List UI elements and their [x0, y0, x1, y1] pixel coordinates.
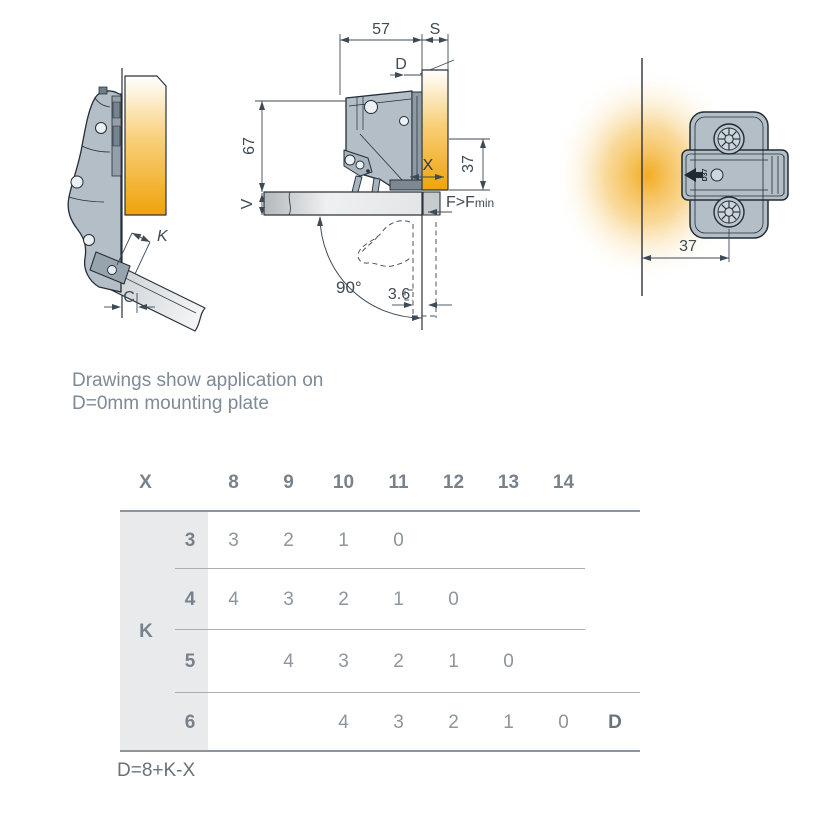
f-main: F>F — [446, 194, 475, 211]
table-cell — [481, 569, 536, 630]
table-cell: 0 — [503, 650, 514, 672]
formula: D=8+K-X — [117, 760, 196, 781]
plate-marking: D37 — [702, 168, 709, 182]
dimension-37-door — [480, 139, 486, 190]
table-cell: 0 — [558, 711, 569, 733]
col-header: 13 — [497, 472, 520, 493]
dimension-67 — [259, 101, 265, 192]
table-cell — [481, 512, 536, 569]
mounting-plate-drawing — [553, 58, 788, 296]
caption-line2: D=0mm mounting plate — [72, 393, 269, 414]
table-cell: 1 — [448, 650, 459, 672]
dim-label-57: 57 — [372, 21, 390, 38]
dim-label-x: X — [422, 157, 434, 174]
table-cell: 3 — [283, 588, 294, 610]
dim-label-v: V — [239, 198, 256, 210]
left-hinge-drawing — [68, 68, 205, 331]
caption-line1: Drawings show application on — [72, 370, 324, 391]
table-cell — [536, 569, 591, 630]
dim-label-36: 3.6 — [387, 286, 411, 303]
col-header: 10 — [332, 472, 355, 493]
table-cell: 2 — [393, 650, 404, 672]
euro-screw-bottom — [714, 197, 744, 227]
dim-label-67: 67 — [241, 137, 258, 155]
table-cell: 2 — [283, 529, 294, 551]
mounting-plate — [682, 112, 788, 238]
dim-label-d: D — [395, 56, 407, 73]
col-header: 11 — [388, 472, 409, 493]
col-header: 12 — [442, 472, 465, 493]
table-corner-label-x: X — [139, 472, 152, 493]
table-cell — [426, 512, 481, 569]
table-cell: 4 — [228, 588, 239, 610]
table-cell: 4 — [283, 650, 294, 672]
table-cell: 2 — [448, 711, 459, 733]
table-cell — [206, 693, 261, 752]
table-cell: 1 — [338, 529, 349, 551]
table-cell — [206, 630, 261, 693]
caption — [72, 369, 323, 415]
table-column-headers — [206, 462, 591, 504]
row-header: 5 — [184, 650, 196, 672]
table-values — [206, 512, 591, 752]
center-hole — [711, 169, 723, 181]
row-header: 6 — [184, 711, 196, 733]
table-cell — [536, 630, 591, 693]
col-header: 9 — [283, 472, 294, 493]
table-cell: 2 — [338, 588, 349, 610]
dim-label-37-door: 37 — [460, 155, 477, 173]
dim-label-37-plate: 37 — [679, 238, 697, 255]
col-header: 14 — [552, 472, 575, 493]
table-cell — [261, 693, 316, 752]
dim-label-k: K — [157, 228, 168, 245]
table-cell: 4 — [338, 711, 349, 733]
row-header: 3 — [184, 529, 196, 551]
table-cell: 3 — [228, 529, 239, 551]
table-row-headers — [172, 512, 208, 752]
table-cell: 3 — [393, 711, 404, 733]
dim-label-f — [446, 194, 494, 211]
table-row-group-label-k: K — [139, 620, 153, 642]
table-cell: 1 — [393, 588, 404, 610]
hinge-body — [68, 87, 130, 292]
table-cell: 3 — [338, 650, 349, 672]
euro-screw-top — [714, 124, 744, 154]
dim-label-c: C — [123, 289, 135, 306]
table-cell — [536, 512, 591, 569]
table-cell: 1 — [503, 711, 514, 733]
table-cell: 0 — [393, 529, 404, 551]
cabinet-bar — [264, 192, 422, 215]
middle-hinge-drawing — [239, 21, 494, 330]
dim-label-s: S — [429, 21, 441, 38]
cabinet-panel — [125, 76, 166, 215]
dim-label-90: 90° — [336, 278, 362, 297]
table-cell: 0 — [448, 588, 459, 610]
technical-drawings — [0, 0, 827, 352]
row-header: 4 — [184, 588, 196, 610]
col-header: 8 — [228, 472, 239, 493]
table-result-label-d: D — [608, 711, 622, 733]
f-sub: min — [474, 196, 495, 210]
